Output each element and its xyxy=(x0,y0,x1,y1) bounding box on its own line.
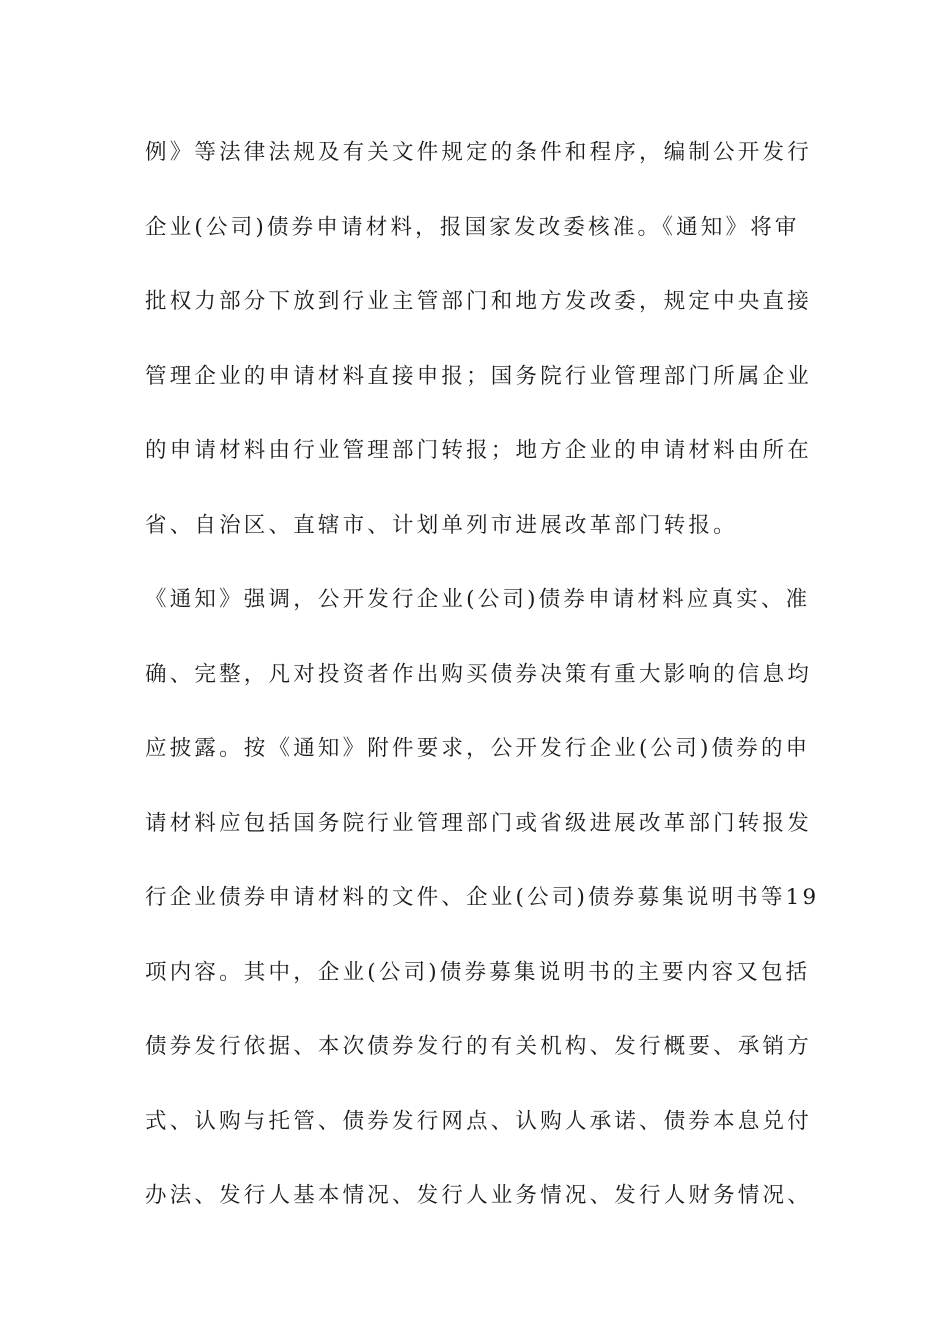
text-line: 行企业债券申请材料的文件、企业(公司)债券募集说明书等19 xyxy=(145,885,820,910)
text-line: 请材料应包括国务院行业管理部门或省级进展改革部门转报发 xyxy=(145,810,812,836)
text-line: 例》等法律法规及有关文件规定的条件和程序，编制公开发行 xyxy=(145,140,812,165)
text-line: 的申请材料由行业管理部门转报；地方企业的申请材料由所在 xyxy=(145,438,812,463)
text-line: 省、自治区、直辖市、计划单列市进展改革部门转报。 xyxy=(145,512,738,538)
text-line: 债券发行依据、本次债券发行的有关机构、发行概要、承销方 xyxy=(145,1034,812,1059)
text-line: 应披露。按《通知》附件要求，公开发行企业(公司)债券的申 xyxy=(145,736,811,761)
text-line: 项内容。其中，企业(公司)债券募集说明书的主要内容又包括 xyxy=(145,959,811,985)
text-line: 企业(公司)债券申请材料，报国家发改委核准。《通知》将审 xyxy=(145,214,800,240)
text-line: 《通知》强调，公开发行企业(公司)债券申请材料应真实、准 xyxy=(145,587,811,612)
text-line: 办法、发行人基本情况、发行人业务情况、发行人财务情况、 xyxy=(145,1183,812,1208)
text-line: 式、认购与托管、债券发行网点、认购人承诺、债券本息兑付 xyxy=(145,1108,812,1134)
body-text xyxy=(145,128,820,1246)
text-line: 确、完整，凡对投资者作出购买债券决策有重大影响的信息均 xyxy=(145,661,812,687)
text-line: 管理企业的申请材料直接申报；国务院行业管理部门所属企业 xyxy=(145,363,812,389)
text-line: 批权力部分下放到行业主管部门和地方发改委，规定中央直接 xyxy=(145,289,812,314)
